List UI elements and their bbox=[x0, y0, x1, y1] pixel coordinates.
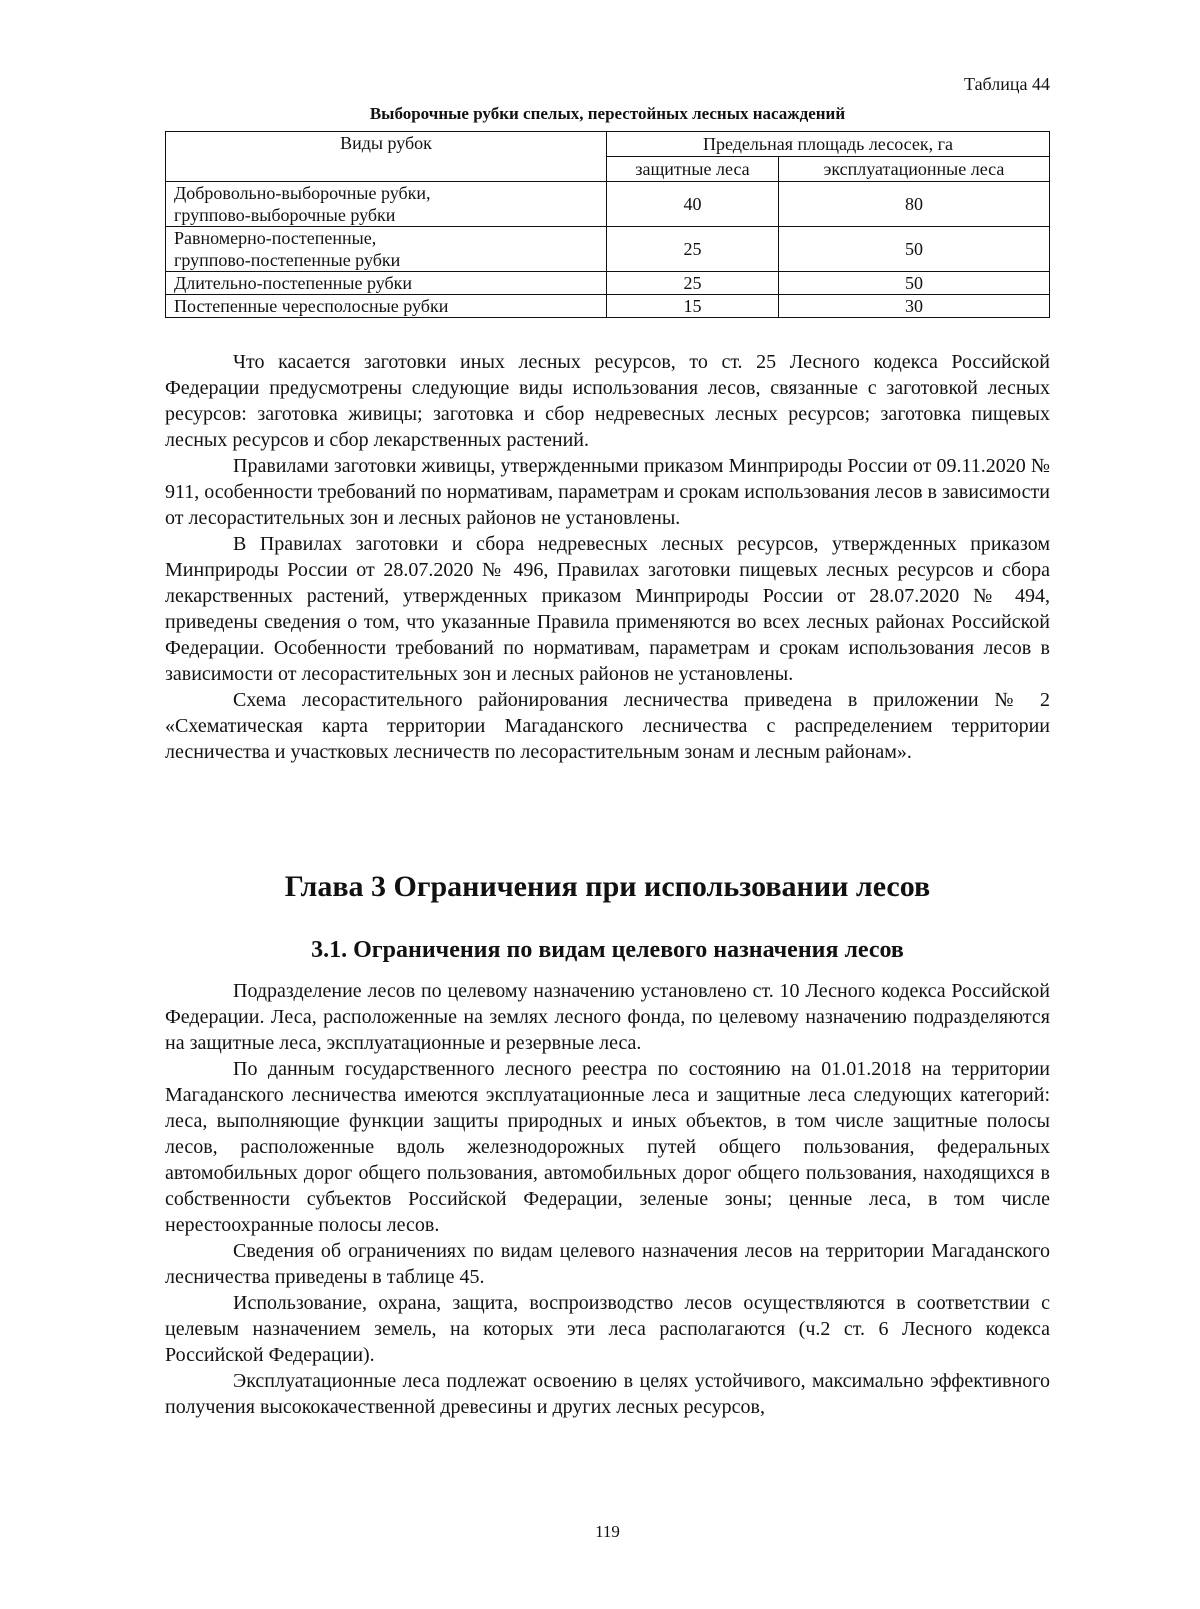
chapter-title: Глава 3 Ограничения при использовании лесов bbox=[284, 870, 931, 903]
table-label: Таблица 44 bbox=[964, 74, 1050, 94]
paragraph: Правилами заготовки живицы, утвержденными приказом Минприроды России от 09.11.2020 № 911, особенности требований по нормативам, параметрам и срокам использования лесов в зависимости от лесорастительных зон и лесных районов не установлены. bbox=[165, 455, 1050, 529]
cell-exploitation: 80 bbox=[779, 182, 1050, 227]
cell-logging-type: Добровольно-выборочные рубки, группово-выборочные рубки bbox=[166, 182, 607, 227]
cell-exploitation: 30 bbox=[779, 295, 1050, 318]
cell-logging-type: Постепенные чересполосные рубки bbox=[166, 295, 607, 318]
document-page bbox=[165, 0, 1050, 1609]
cell-protective: 15 bbox=[607, 295, 779, 318]
table-row bbox=[166, 295, 1050, 318]
header-exploitation-forests: эксплуатационные леса bbox=[779, 157, 1050, 182]
body-text-before-chapter bbox=[165, 349, 1050, 765]
paragraph: Схема лесорастительного районирования лесничества приведена в приложении № 2 «Схематическая карта территории Магаданского лесничества с распределением территории лесничества и участковых лесничеств по лесорастительным зонам и лесным районам». bbox=[165, 689, 1050, 763]
cell-protective: 40 bbox=[607, 182, 779, 227]
table-title: Выборочные рубки спелых, перестойных лесных насаждений bbox=[369, 104, 846, 123]
paragraph: В Правилах заготовки и сбора недревесных лесных ресурсов, утвержденных приказом Минприроды России от 28.07.2020 № 496, Правилах заготовки пищевых лесных ресурсов и сбора лекарственных растений, утвержденных приказом Минприроды России от 28.07.2020 № 494, приведены сведения о том, что указанные Правила применяются во всех лесных районах Российской Федерации. Особенности требований по нормативам, параметрам и срокам использования лесов в зависимости от лесорастительных зон и лесных районов не установлены. bbox=[165, 533, 1050, 685]
cell-exploitation: 50 bbox=[779, 227, 1050, 272]
paragraph: Подразделение лесов по целевому назначению установлено ст. 10 Лесного кодекса Российской Федерации. Леса, расположенные на землях лесного фонда, по целевому назначению подразделяются на защитные леса, эксплуатационные и резервные леса. bbox=[165, 980, 1050, 1054]
logging-limits-table bbox=[165, 131, 1050, 318]
table-row bbox=[166, 182, 1050, 227]
paragraph: Сведения об ограничениях по видам целевого назначения лесов на территории Магаданского лесничества приведены в таблице 45. bbox=[165, 1240, 1050, 1288]
section-title: 3.1. Ограничения по видам целевого назначения лесов bbox=[311, 937, 904, 963]
header-max-area: Предельная площадь лесосек, га bbox=[607, 132, 1050, 157]
paragraph: Использование, охрана, защита, воспроизводство лесов осуществляются в соответствии с целевым назначением земель, на которых эти леса располагаются (ч.2 ст. 6 Лесного кодекса Российской Федерации). bbox=[165, 1292, 1050, 1366]
table-header-row bbox=[166, 132, 1050, 157]
cell-exploitation: 50 bbox=[779, 272, 1050, 295]
header-logging-type: Виды рубок bbox=[166, 132, 607, 182]
table-row bbox=[166, 272, 1050, 295]
body-text-after-chapter bbox=[165, 978, 1050, 1420]
table-row bbox=[166, 227, 1050, 272]
paragraph: Что касается заготовки иных лесных ресурсов, то ст. 25 Лесного кодекса Российской Федерации предусмотрены следующие виды использования лесов, связанные с заготовкой лесных ресурсов: заготовка живицы; заготовка и сбор недревесных лесных ресурсов; заготовка пищевых лесных ресурсов и сбор лекарственных растений. bbox=[165, 351, 1050, 451]
cell-protective: 25 bbox=[607, 227, 779, 272]
page-number: 119 bbox=[595, 1522, 620, 1541]
cell-logging-type: Длительно-постепенные рубки bbox=[166, 272, 607, 295]
paragraph: По данным государственного лесного реестра по состоянию на 01.01.2018 на территории Магаданского лесничества имеются эксплуатационные леса и защитные леса следующих категорий: леса, выполняющие функции защиты природных и иных объектов, в том числе защитные полосы лесов, расположенные вдоль железнодорожных путей общего пользования, федеральных автомобильных дорог общего пользования, автомобильных дорог общего пользования, находящихся в собственности субъектов Российской Федерации, зеленые зоны; ценные леса, в том числе нерестоохранные полосы лесов. bbox=[165, 1058, 1050, 1236]
cell-logging-type: Равномерно-постепенные, группово-постепенные рубки bbox=[166, 227, 607, 272]
header-protective-forests: защитные леса bbox=[607, 157, 779, 182]
paragraph: Эксплуатационные леса подлежат освоению в целях устойчивого, максимально эффективного получения высококачественной древесины и других лесных ресурсов, bbox=[165, 1370, 1050, 1418]
cell-protective: 25 bbox=[607, 272, 779, 295]
